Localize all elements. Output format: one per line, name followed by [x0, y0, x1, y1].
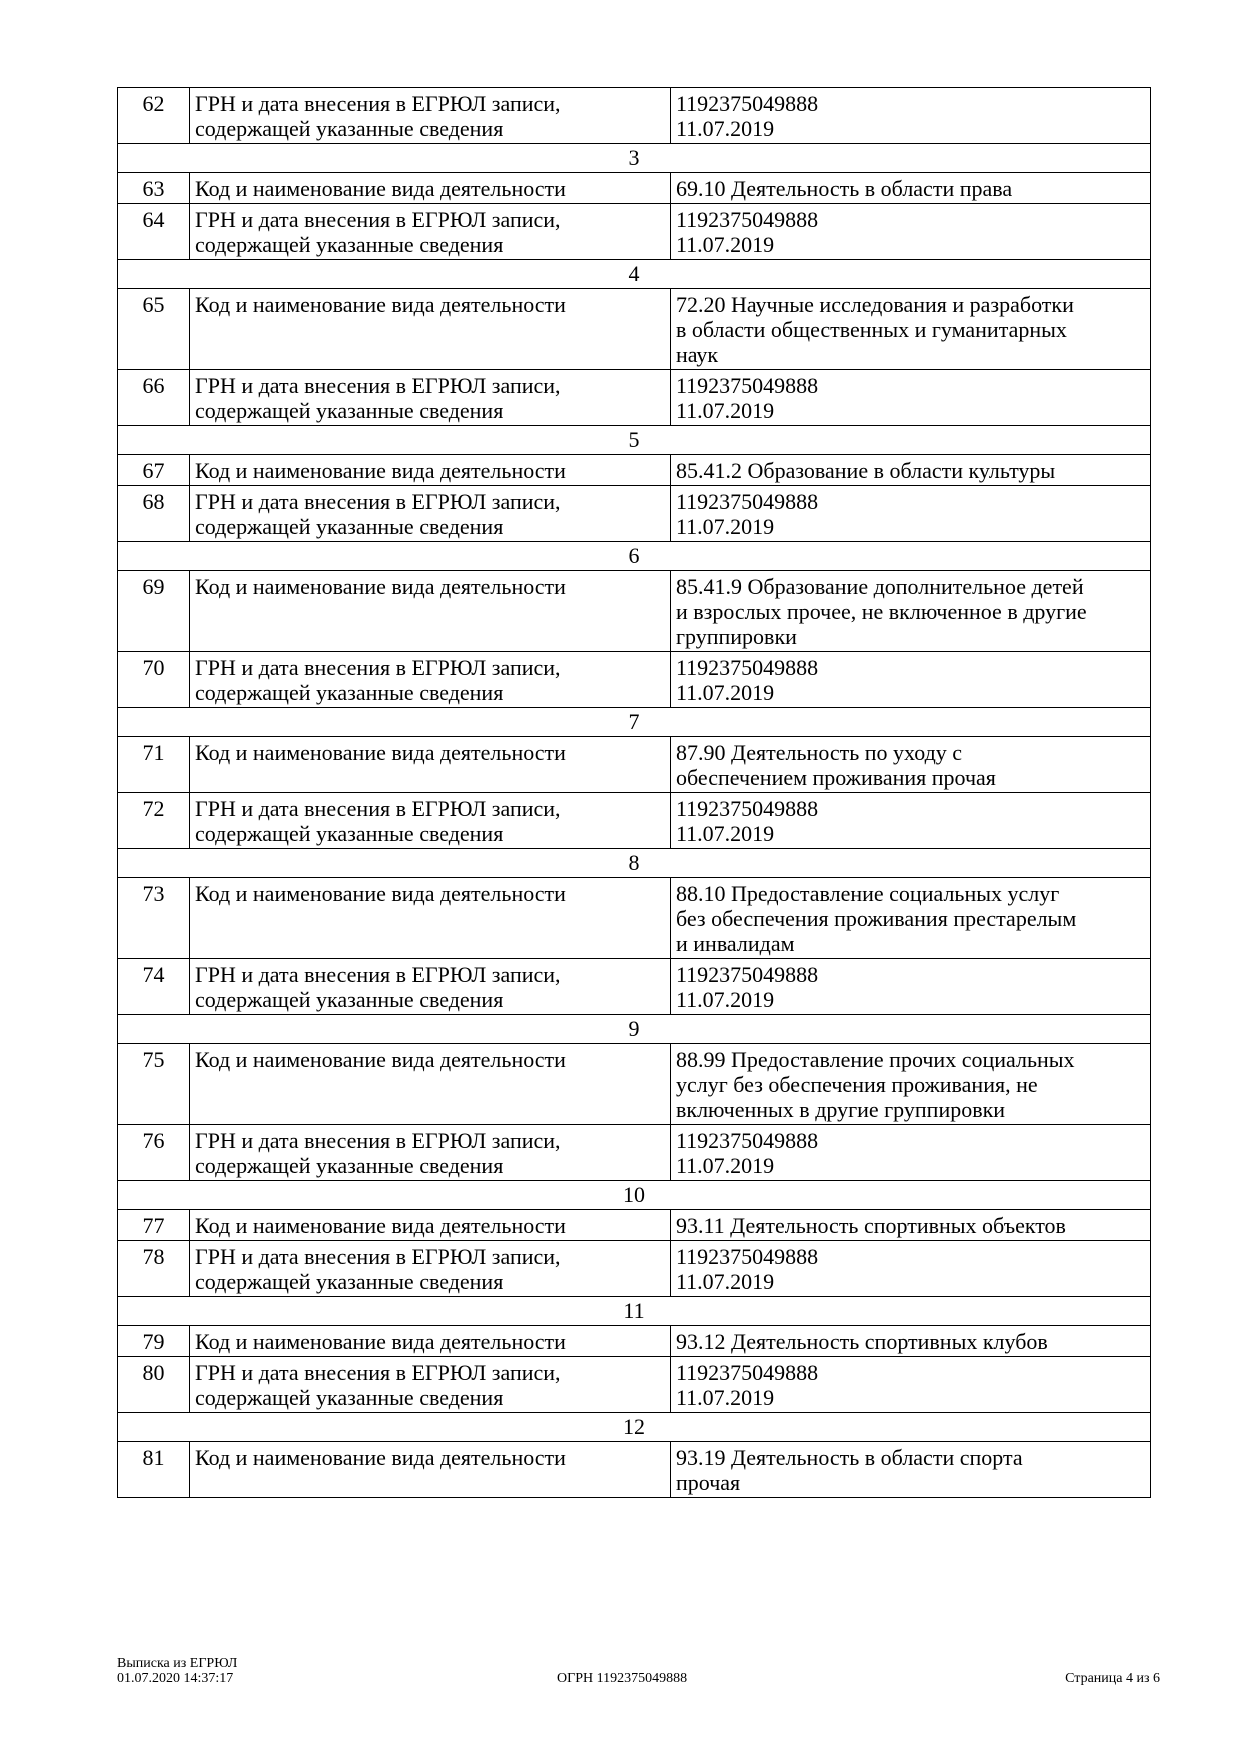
row-label: ГРН и дата внесения в ЕГРЮЛ записи, содержащей указанные сведения	[190, 204, 671, 260]
table-row	[118, 652, 1151, 708]
section-number: 12	[118, 1413, 1151, 1442]
row-value: 93.11 Деятельность спортивных объектов	[671, 1210, 1151, 1241]
egrul-table	[117, 87, 1151, 1498]
table-row	[118, 204, 1151, 260]
row-number: 62	[118, 88, 190, 144]
row-label: Код и наименование вида деятельности	[190, 878, 671, 959]
row-label: Код и наименование вида деятельности	[190, 571, 671, 652]
row-number: 66	[118, 370, 190, 426]
row-number: 81	[118, 1442, 190, 1498]
row-label: Код и наименование вида деятельности	[190, 289, 671, 370]
row-value: 93.12 Деятельность спортивных клубов	[671, 1326, 1151, 1357]
row-label: ГРН и дата внесения в ЕГРЮЛ записи, содержащей указанные сведения	[190, 1241, 671, 1297]
section-number: 4	[118, 260, 1151, 289]
table-row	[118, 1125, 1151, 1181]
table-row	[118, 173, 1151, 204]
row-number: 78	[118, 1241, 190, 1297]
row-number: 79	[118, 1326, 190, 1357]
table-row	[118, 289, 1151, 370]
section-header-row	[118, 542, 1151, 571]
row-label: ГРН и дата внесения в ЕГРЮЛ записи, содержащей указанные сведения	[190, 652, 671, 708]
row-value: 69.10 Деятельность в области права	[671, 173, 1151, 204]
row-number: 80	[118, 1357, 190, 1413]
table-row	[118, 1044, 1151, 1125]
section-header-row	[118, 260, 1151, 289]
section-number: 7	[118, 708, 1151, 737]
section-header-row	[118, 1015, 1151, 1044]
table-row	[118, 1357, 1151, 1413]
row-number: 76	[118, 1125, 190, 1181]
row-value: 87.90 Деятельность по уходу с обеспечением проживания прочая	[671, 737, 1151, 793]
row-value: 85.41.2 Образование в области культуры	[671, 455, 1151, 486]
row-value: 88.99 Предоставление прочих социальных услуг без обеспечения проживания, не включенных в другие группировки	[671, 1044, 1151, 1125]
row-value: 72.20 Научные исследования и разработки в области общественных и гуманитарных наук	[671, 289, 1151, 370]
table-row	[118, 1241, 1151, 1297]
row-label: Код и наименование вида деятельности	[190, 1326, 671, 1357]
row-number: 64	[118, 204, 190, 260]
row-number: 77	[118, 1210, 190, 1241]
section-number: 10	[118, 1181, 1151, 1210]
row-value: 1192375049888 11.07.2019	[671, 793, 1151, 849]
table-row	[118, 959, 1151, 1015]
row-number: 67	[118, 455, 190, 486]
row-label: Код и наименование вида деятельности	[190, 1442, 671, 1498]
row-number: 70	[118, 652, 190, 708]
row-label: Код и наименование вида деятельности	[190, 455, 671, 486]
row-number: 75	[118, 1044, 190, 1125]
row-label: ГРН и дата внесения в ЕГРЮЛ записи, содержащей указанные сведения	[190, 959, 671, 1015]
row-label: ГРН и дата внесения в ЕГРЮЛ записи, содержащей указанные сведения	[190, 1357, 671, 1413]
table-row	[118, 737, 1151, 793]
row-value: 1192375049888 11.07.2019	[671, 88, 1151, 144]
section-number: 11	[118, 1297, 1151, 1326]
section-header-row	[118, 1181, 1151, 1210]
table-row	[118, 88, 1151, 144]
table-row	[118, 370, 1151, 426]
section-header-row	[118, 1297, 1151, 1326]
row-number: 65	[118, 289, 190, 370]
row-value: 1192375049888 11.07.2019	[671, 652, 1151, 708]
table-row	[118, 486, 1151, 542]
row-value: 1192375049888 11.07.2019	[671, 1125, 1151, 1181]
footer-ogrn: ОГРН 1192375049888	[557, 1671, 688, 1686]
row-label: ГРН и дата внесения в ЕГРЮЛ записи, содержащей указанные сведения	[190, 793, 671, 849]
table-row	[118, 1326, 1151, 1357]
row-label: Код и наименование вида деятельности	[190, 1210, 671, 1241]
row-value: 1192375049888 11.07.2019	[671, 959, 1151, 1015]
row-label: ГРН и дата внесения в ЕГРЮЛ записи, содержащей указанные сведения	[190, 1125, 671, 1181]
row-number: 72	[118, 793, 190, 849]
row-value: 93.19 Деятельность в области спорта прочая	[671, 1442, 1151, 1498]
row-value: 1192375049888 11.07.2019	[671, 204, 1151, 260]
footer-doc-title: Выписка из ЕГРЮЛ	[117, 1656, 238, 1671]
row-number: 74	[118, 959, 190, 1015]
row-value: 1192375049888 11.07.2019	[671, 486, 1151, 542]
row-number: 68	[118, 486, 190, 542]
section-header-row	[118, 849, 1151, 878]
row-number: 71	[118, 737, 190, 793]
table-row	[118, 793, 1151, 849]
row-number: 69	[118, 571, 190, 652]
row-value: 1192375049888 11.07.2019	[671, 1241, 1151, 1297]
table-row	[118, 455, 1151, 486]
row-number: 63	[118, 173, 190, 204]
row-value: 85.41.9 Образование дополнительное детей и взрослых прочее, не включенное в другие группировки	[671, 571, 1151, 652]
table-row	[118, 571, 1151, 652]
row-label: ГРН и дата внесения в ЕГРЮЛ записи, содержащей указанные сведения	[190, 88, 671, 144]
section-header-row	[118, 1413, 1151, 1442]
section-header-row	[118, 708, 1151, 737]
footer-page-number: Страница 4 из 6	[1065, 1671, 1160, 1686]
row-label: ГРН и дата внесения в ЕГРЮЛ записи, содержащей указанные сведения	[190, 486, 671, 542]
section-number: 9	[118, 1015, 1151, 1044]
row-label: Код и наименование вида деятельности	[190, 1044, 671, 1125]
section-number: 3	[118, 144, 1151, 173]
row-value: 88.10 Предоставление социальных услуг без обеспечения проживания престарелым и инвалидам	[671, 878, 1151, 959]
table-row	[118, 1442, 1151, 1498]
section-header-row	[118, 144, 1151, 173]
section-number: 8	[118, 849, 1151, 878]
row-label: ГРН и дата внесения в ЕГРЮЛ записи, содержащей указанные сведения	[190, 370, 671, 426]
section-number: 6	[118, 542, 1151, 571]
egrul-table-body	[118, 88, 1151, 1498]
footer-document-info	[117, 1656, 237, 1686]
row-label: Код и наименование вида деятельности	[190, 173, 671, 204]
row-value: 1192375049888 11.07.2019	[671, 1357, 1151, 1413]
row-value: 1192375049888 11.07.2019	[671, 370, 1151, 426]
section-header-row	[118, 426, 1151, 455]
footer-timestamp: 01.07.2020 14:37:17	[117, 1671, 234, 1686]
row-number: 73	[118, 878, 190, 959]
row-label: Код и наименование вида деятельности	[190, 737, 671, 793]
table-row	[118, 1210, 1151, 1241]
section-number: 5	[118, 426, 1151, 455]
table-row	[118, 878, 1151, 959]
